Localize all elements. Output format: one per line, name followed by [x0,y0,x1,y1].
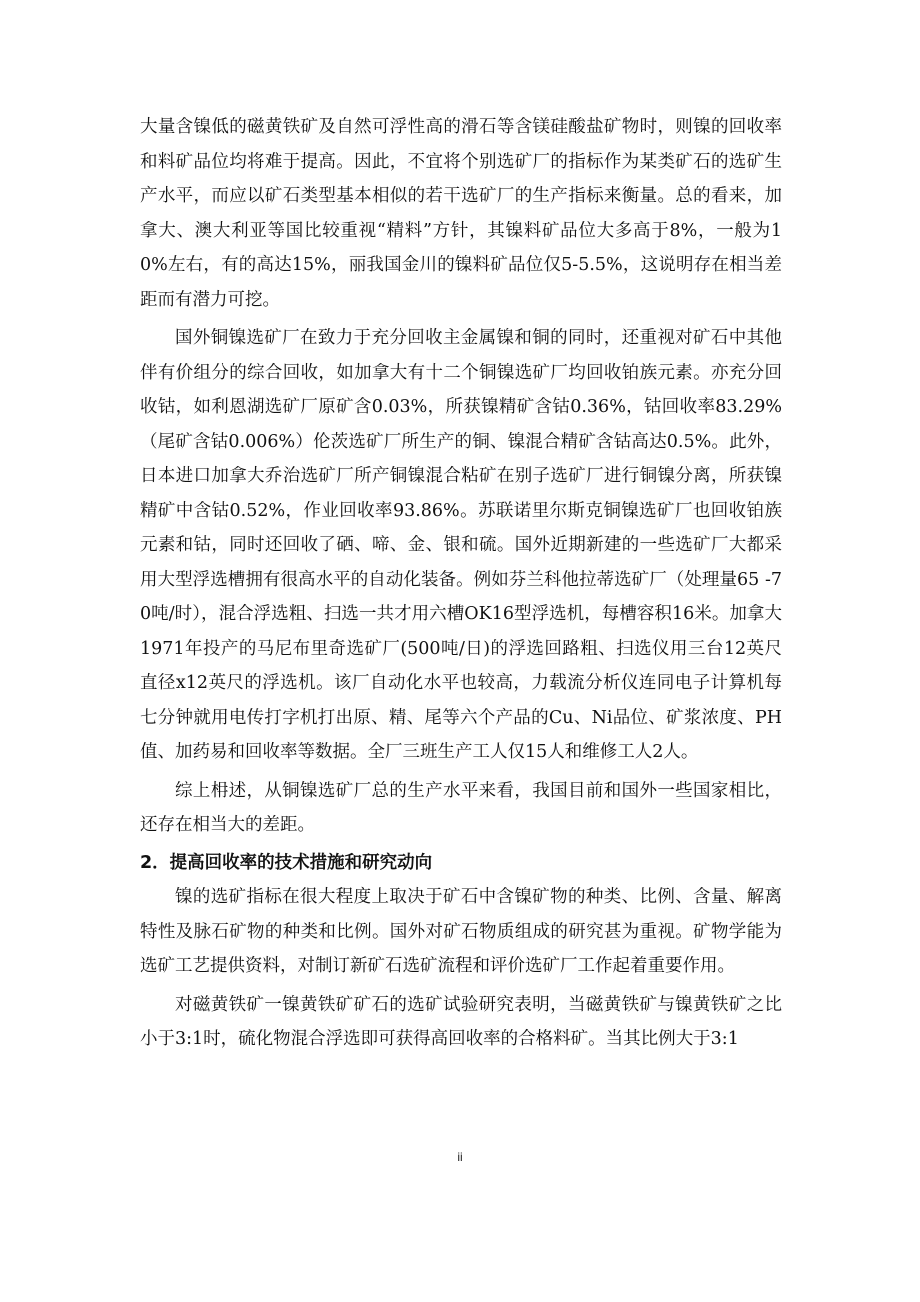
document-body [140,110,782,1057]
paragraph-summary: 综上枏述，从铜镍选矿厂总的生产水平来看，我国目前和国外一些国家相比，还存在相当大的差距。 [140,780,782,835]
page-number: ii [457,1150,463,1164]
paragraph-mineralogy: 镍的选矿指标在很大程度上取决于矿石中含镍矿物的种类、比例、含量、解离特性及脉石矿物的种类和比例。国外对矿石物质组成的研究甚为重视。矿物学能为选矿工艺提供资料，对制订新矿石选矿流程和评价选矿厂工作起着重要作用。 [140,887,782,976]
paragraph-pyrrhotite: 对磁黄铁矿一镍黄铁矿矿石的选矿试验研究表明，当磁黄铁矿与镍黄铁矿之比小于3:1时，硫化物混合浮选即可获得高回收率的合格料矿。当其比例大于3:1 [140,994,782,1049]
paragraph-foreign-recovery: 国外铜镍选矿厂在致力于充分回收主金属镍和铜的同时，还重视对矿石中其他伴有价组分的综合回收，如加拿大有十二个铜镍选矿厂均回收铂族元素。亦充分回收钴，如利恩湖选矿厂原矿含0.03%，所获镍精矿含钴0.36%，钴回收率83.29%（尾矿含钴0.006%）伦茨选矿厂所生产的铜、镍混合精矿含钴高达0.5%。此外，日本进口加拿大乔治选矿厂所产铜镍混合粘矿在别子选矿厂进行铜镍分离，所获镍精矿中含钴0.52%，作业回收率93.86%。苏联诺里尔斯克铜镍选矿厂也回收铂族元素和钴，同时还回收了硒、啼、金、银和硫。国外近期新建的一些选矿厂大都采用大型浮选槽拥有很高水平的自动化装备。例如芬兰科他拉蒂选矿厂（处理量65 -70吨/时），混合浮选粗、扫选一共才用六槽OK16型浮选机，每槽容积16米。加拿大1971年投产的马尼布里奇选矿厂(500吨/日)的浮选回路粗、扫选仪用三台12英尺直径x12英尺的浮选机。该厂自动化水平也较高，力载流分析仪连同电子计算机每七分钟就用电传打字机打出原、精、尾等六个产品的Cu、Ni品位、矿浆浓度、PH值、加药易和回收率等数据。全厂三班生产工人仅15人和维修工人2人。 [140,328,782,762]
paragraph-nickel-grade: 大量含镍低的磁黄铁矿及自然可浮性高的滑石等含镁硅酸盐矿物时，则镍的回收率和料矿品位均将难于提高。因此，不宜将个别选矿厂的指标作为某类矿石的选矿生产水平，而应以矿石类型基本相似的若干选矿厂的生产指标来衡量。总的看来，加拿大、澳大利亚等国比较重视“精料”方针，其镍料矿品位大多高于8%，一般为10%左右，有的高达15%，丽我国金川的镍料矿品位仅5-5.5%，这说明存在相当差距而有潜力可挖。 [140,117,782,310]
section-heading: 2．提高回收率的技术措施和研究动向 [140,852,433,873]
